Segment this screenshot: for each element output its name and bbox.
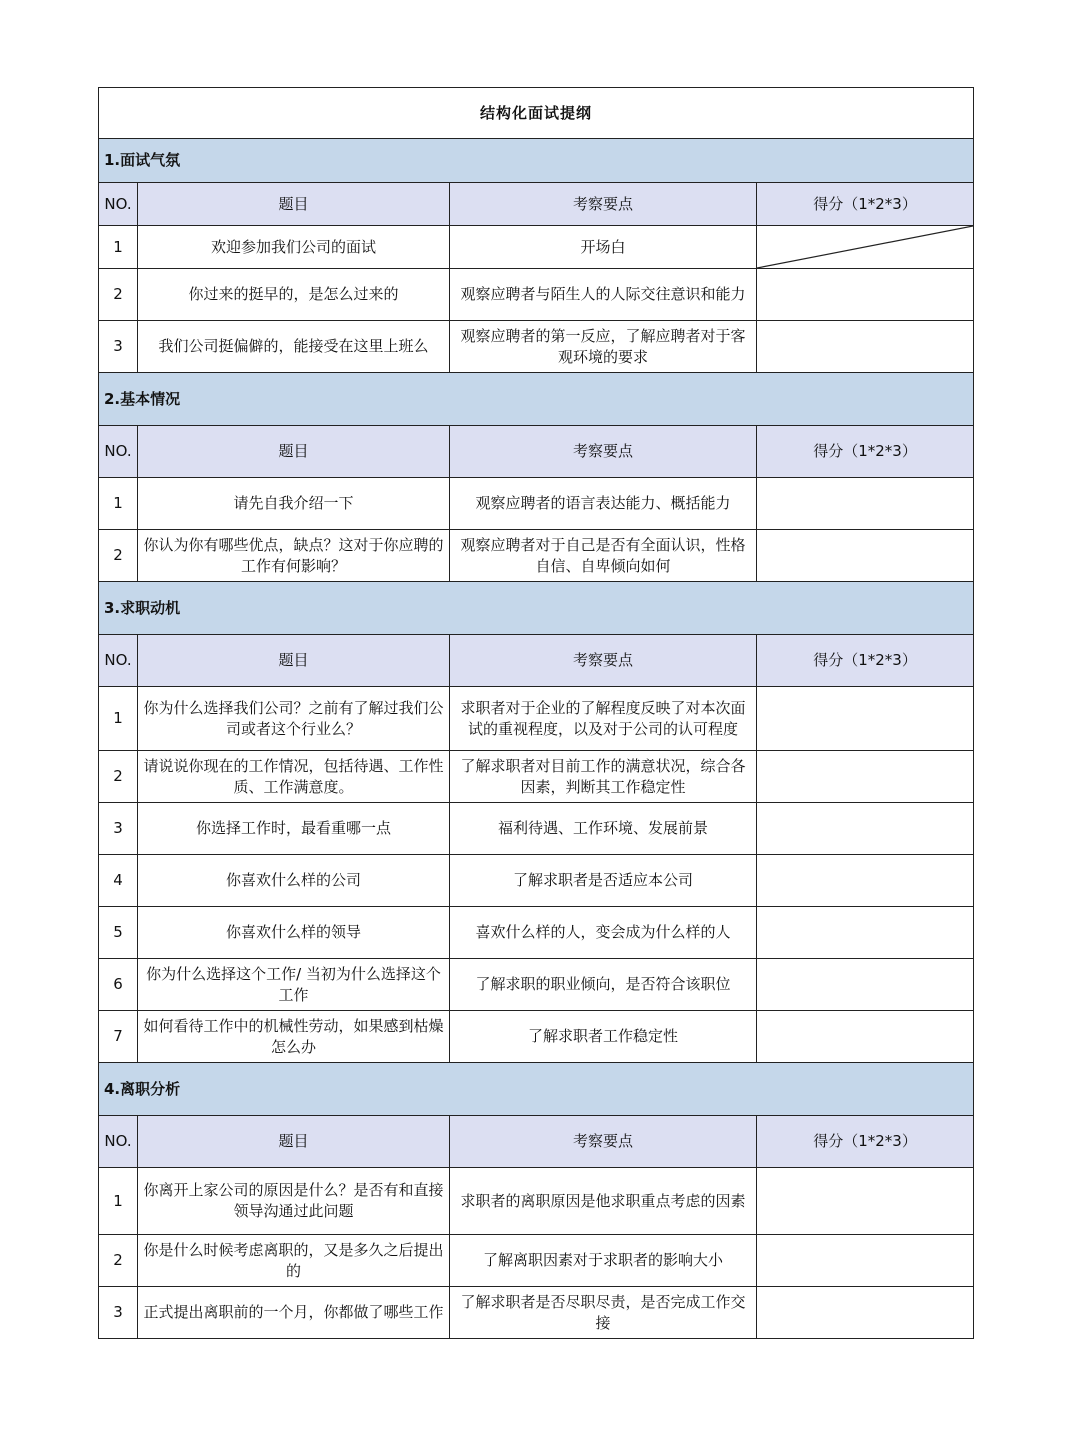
score-cell[interactable] xyxy=(757,321,974,373)
header-question: 题目 xyxy=(138,635,450,687)
question-cell: 你是什么时候考虑离职的，又是多久之后提出的 xyxy=(138,1235,450,1287)
point-cell: 福利待遇、工作环境、发展前景 xyxy=(450,803,757,855)
row-number: 6 xyxy=(99,959,138,1011)
row-number: 1 xyxy=(99,687,138,751)
table-row xyxy=(99,530,974,582)
table-row xyxy=(99,321,974,373)
header-question: 题目 xyxy=(138,426,450,478)
section-heading: 1.面试气氛 xyxy=(99,139,974,183)
section-row xyxy=(99,582,974,635)
question-cell: 请说说你现在的工作情况，包括待遇、工作性质、工作满意度。 xyxy=(138,751,450,803)
point-cell: 喜欢什么样的人，变会成为什么样的人 xyxy=(450,907,757,959)
question-cell: 你离开上家公司的原因是什么？是否有和直接领导沟通过此问题 xyxy=(138,1168,450,1235)
table-row xyxy=(99,226,974,269)
row-number: 2 xyxy=(99,751,138,803)
header-no: NO. xyxy=(99,183,138,226)
interview-outline-table xyxy=(98,87,974,1339)
point-cell: 求职者的离职原因是他求职重点考虑的因素 xyxy=(450,1168,757,1235)
score-cell[interactable] xyxy=(757,226,974,269)
header-question: 题目 xyxy=(138,183,450,226)
header-no: NO. xyxy=(99,1116,138,1168)
question-cell: 你为什么选择我们公司？之前有了解过我们公司或者这个行业么？ xyxy=(138,687,450,751)
table-row xyxy=(99,959,974,1011)
table-row xyxy=(99,1235,974,1287)
point-cell: 观察应聘者的语言表达能力、概括能力 xyxy=(450,478,757,530)
score-cell[interactable] xyxy=(757,269,974,321)
question-cell: 欢迎参加我们公司的面试 xyxy=(138,226,450,269)
page-title: 结构化面试提纲 xyxy=(99,88,974,139)
score-cell[interactable] xyxy=(757,1235,974,1287)
column-header-row xyxy=(99,426,974,478)
row-number: 5 xyxy=(99,907,138,959)
table-row xyxy=(99,1168,974,1235)
header-score: 得分（1*2*3） xyxy=(757,183,974,226)
question-cell: 正式提出离职前的一个月，你都做了哪些工作 xyxy=(138,1287,450,1339)
point-cell: 观察应聘者的第一反应，了解应聘者对于客观环境的要求 xyxy=(450,321,757,373)
section-heading: 3.求职动机 xyxy=(99,582,974,635)
row-number: 3 xyxy=(99,321,138,373)
row-number: 3 xyxy=(99,1287,138,1339)
score-cell[interactable] xyxy=(757,1287,974,1339)
point-cell: 了解求职者是否适应本公司 xyxy=(450,855,757,907)
header-point: 考察要点 xyxy=(450,426,757,478)
table-row xyxy=(99,855,974,907)
score-cell[interactable] xyxy=(757,530,974,582)
point-cell: 开场白 xyxy=(450,226,757,269)
question-cell: 如何看待工作中的机械性劳动，如果感到枯燥怎么办 xyxy=(138,1011,450,1063)
row-number: 4 xyxy=(99,855,138,907)
point-cell: 了解离职因素对于求职者的影响大小 xyxy=(450,1235,757,1287)
header-point: 考察要点 xyxy=(450,183,757,226)
row-number: 1 xyxy=(99,1168,138,1235)
header-no: NO. xyxy=(99,635,138,687)
row-number: 7 xyxy=(99,1011,138,1063)
row-number: 2 xyxy=(99,269,138,321)
question-cell: 你喜欢什么样的公司 xyxy=(138,855,450,907)
row-number: 2 xyxy=(99,530,138,582)
column-header-row xyxy=(99,1116,974,1168)
score-cell[interactable] xyxy=(757,959,974,1011)
table-row xyxy=(99,1287,974,1339)
score-cell[interactable] xyxy=(757,478,974,530)
header-question: 题目 xyxy=(138,1116,450,1168)
question-cell: 你认为你有哪些优点，缺点？这对于你应聘的工作有何影响？ xyxy=(138,530,450,582)
point-cell: 了解求职的职业倾向，是否符合该职位 xyxy=(450,959,757,1011)
section-heading: 2.基本情况 xyxy=(99,373,974,426)
point-cell: 了解求职者是否尽职尽责，是否完成工作交接 xyxy=(450,1287,757,1339)
header-score: 得分（1*2*3） xyxy=(757,1116,974,1168)
question-cell: 我们公司挺偏僻的，能接受在这里上班么 xyxy=(138,321,450,373)
score-cell[interactable] xyxy=(757,751,974,803)
question-cell: 你为什么选择这个工作/ 当初为什么选择这个工作 xyxy=(138,959,450,1011)
point-cell: 观察应聘者与陌生人的人际交往意识和能力 xyxy=(450,269,757,321)
score-cell[interactable] xyxy=(757,855,974,907)
score-cell[interactable] xyxy=(757,1168,974,1235)
section-row xyxy=(99,1063,974,1116)
score-cell[interactable] xyxy=(757,907,974,959)
question-cell: 请先自我介绍一下 xyxy=(138,478,450,530)
point-cell: 观察应聘者对于自己是否有全面认识，性格自信、自卑倾向如何 xyxy=(450,530,757,582)
header-point: 考察要点 xyxy=(450,635,757,687)
row-number: 1 xyxy=(99,226,138,269)
table-row xyxy=(99,269,974,321)
point-cell: 求职者对于企业的了解程度反映了对本次面试的重视程度，以及对于公司的认可程度 xyxy=(450,687,757,751)
point-cell: 了解求职者工作稳定性 xyxy=(450,1011,757,1063)
table-row xyxy=(99,751,974,803)
column-header-row xyxy=(99,183,974,226)
point-cell: 了解求职者对目前工作的满意状况，综合各因素，判断其工作稳定性 xyxy=(450,751,757,803)
question-cell: 你喜欢什么样的领导 xyxy=(138,907,450,959)
header-no: NO. xyxy=(99,426,138,478)
table-row xyxy=(99,478,974,530)
score-cell[interactable] xyxy=(757,687,974,751)
column-header-row xyxy=(99,635,974,687)
header-point: 考察要点 xyxy=(450,1116,757,1168)
row-number: 2 xyxy=(99,1235,138,1287)
section-row xyxy=(99,139,974,183)
table-row xyxy=(99,907,974,959)
diagonal-line xyxy=(757,226,973,268)
row-number: 3 xyxy=(99,803,138,855)
question-cell: 你过来的挺早的，是怎么过来的 xyxy=(138,269,450,321)
section-row xyxy=(99,373,974,426)
score-cell[interactable] xyxy=(757,803,974,855)
section-heading: 4.离职分析 xyxy=(99,1063,974,1116)
table-row xyxy=(99,1011,974,1063)
header-score: 得分（1*2*3） xyxy=(757,426,974,478)
table-row xyxy=(99,687,974,751)
score-cell[interactable] xyxy=(757,1011,974,1063)
header-score: 得分（1*2*3） xyxy=(757,635,974,687)
question-cell: 你选择工作时，最看重哪一点 xyxy=(138,803,450,855)
row-number: 1 xyxy=(99,478,138,530)
table-row xyxy=(99,803,974,855)
